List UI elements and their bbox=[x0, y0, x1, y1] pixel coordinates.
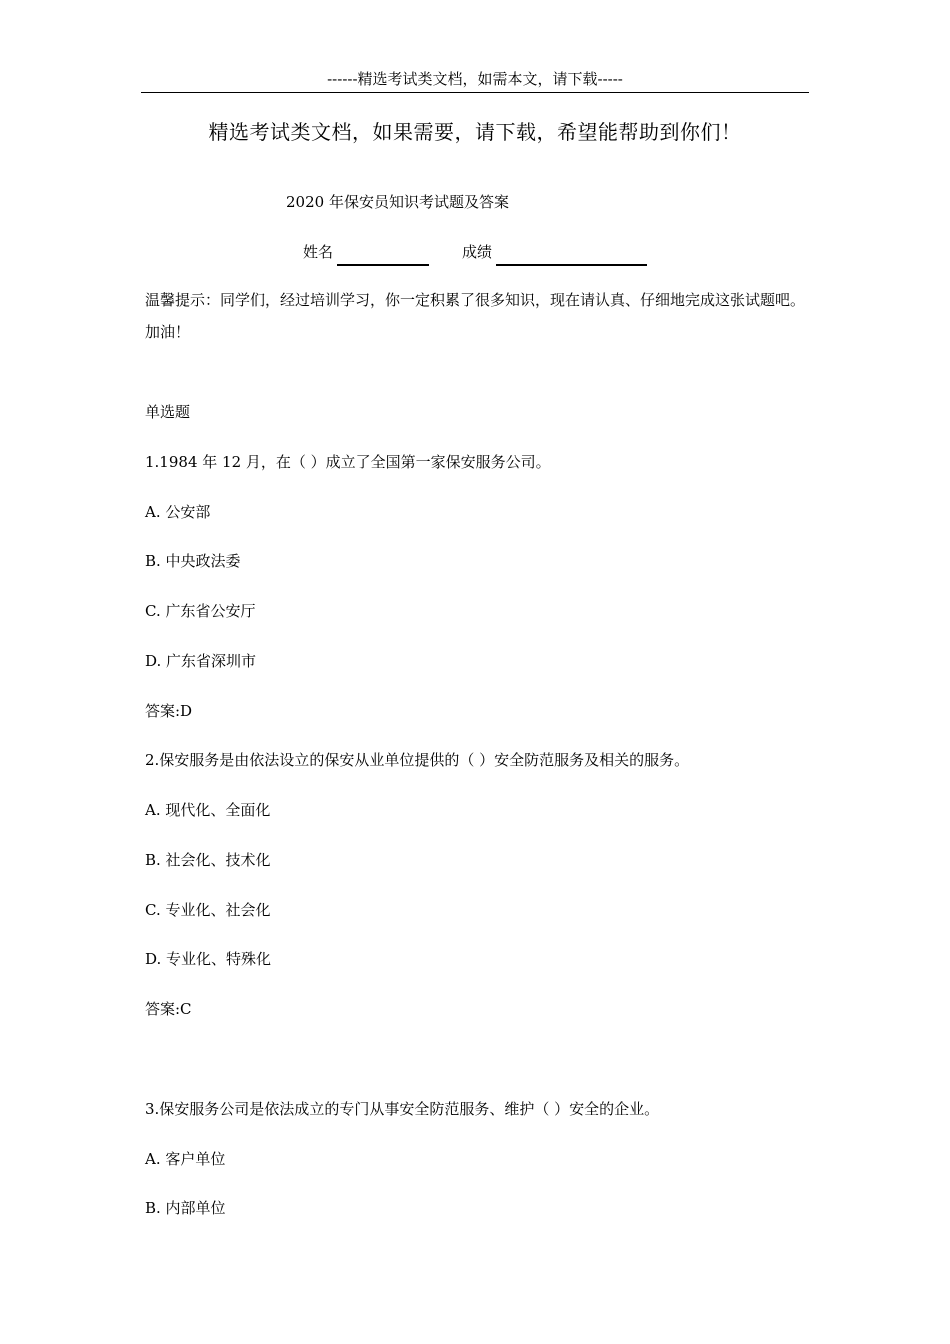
name-blank-line bbox=[337, 264, 429, 266]
score-blank-line bbox=[496, 264, 647, 266]
question-2-answer: 答案:C bbox=[145, 1000, 192, 1018]
name-label: 姓名 bbox=[303, 243, 334, 261]
section-heading: 单选题 bbox=[145, 403, 191, 421]
question-1-stem: 1.1984 年 12 月，在（ ）成立了全国第一家保安服务公司。 bbox=[145, 453, 551, 471]
document-title: 2020 年保安员知识考试题及答案 bbox=[286, 193, 509, 211]
question-1-option-d: D. 广东省深圳市 bbox=[145, 652, 257, 670]
question-2-option-a: A. 现代化、全面化 bbox=[145, 801, 271, 819]
question-1-option-b: B. 中央政法委 bbox=[145, 552, 241, 570]
banner-text: 精选考试类文档，如果需要，请下载，希望能帮助到你们！ bbox=[208, 120, 742, 144]
question-3-option-b: B. 内部单位 bbox=[145, 1199, 226, 1217]
question-2-option-b: B. 社会化、技术化 bbox=[145, 851, 271, 869]
score-label: 成绩 bbox=[462, 243, 493, 261]
header-rule bbox=[141, 92, 809, 93]
question-2-option-d: D. 专业化、特殊化 bbox=[145, 950, 272, 968]
question-1-option-c: C. 广东省公安厅 bbox=[145, 602, 256, 620]
question-3-stem: 3.保安服务公司是依法成立的专门从事安全防范服务、维护（ ）安全的企业。 bbox=[145, 1100, 660, 1118]
page-header: ------精选考试类文档，如需本文，请下载----- bbox=[327, 70, 623, 88]
question-2-stem: 2.保安服务是由依法设立的保安从业单位提供的（ ）安全防范服务及相关的服务。 bbox=[145, 751, 690, 769]
question-1-option-a: A. 公安部 bbox=[145, 503, 211, 521]
question-3-option-a: A. 客户单位 bbox=[145, 1150, 226, 1168]
tip-paragraph: 温馨提示：同学们，经过培训学习，你一定积累了很多知识，现在请认真、仔细地完成这张试题吧。加油！ bbox=[145, 291, 806, 341]
question-1-answer: 答案:D bbox=[145, 702, 193, 720]
question-2-option-c: C. 专业化、社会化 bbox=[145, 901, 271, 919]
